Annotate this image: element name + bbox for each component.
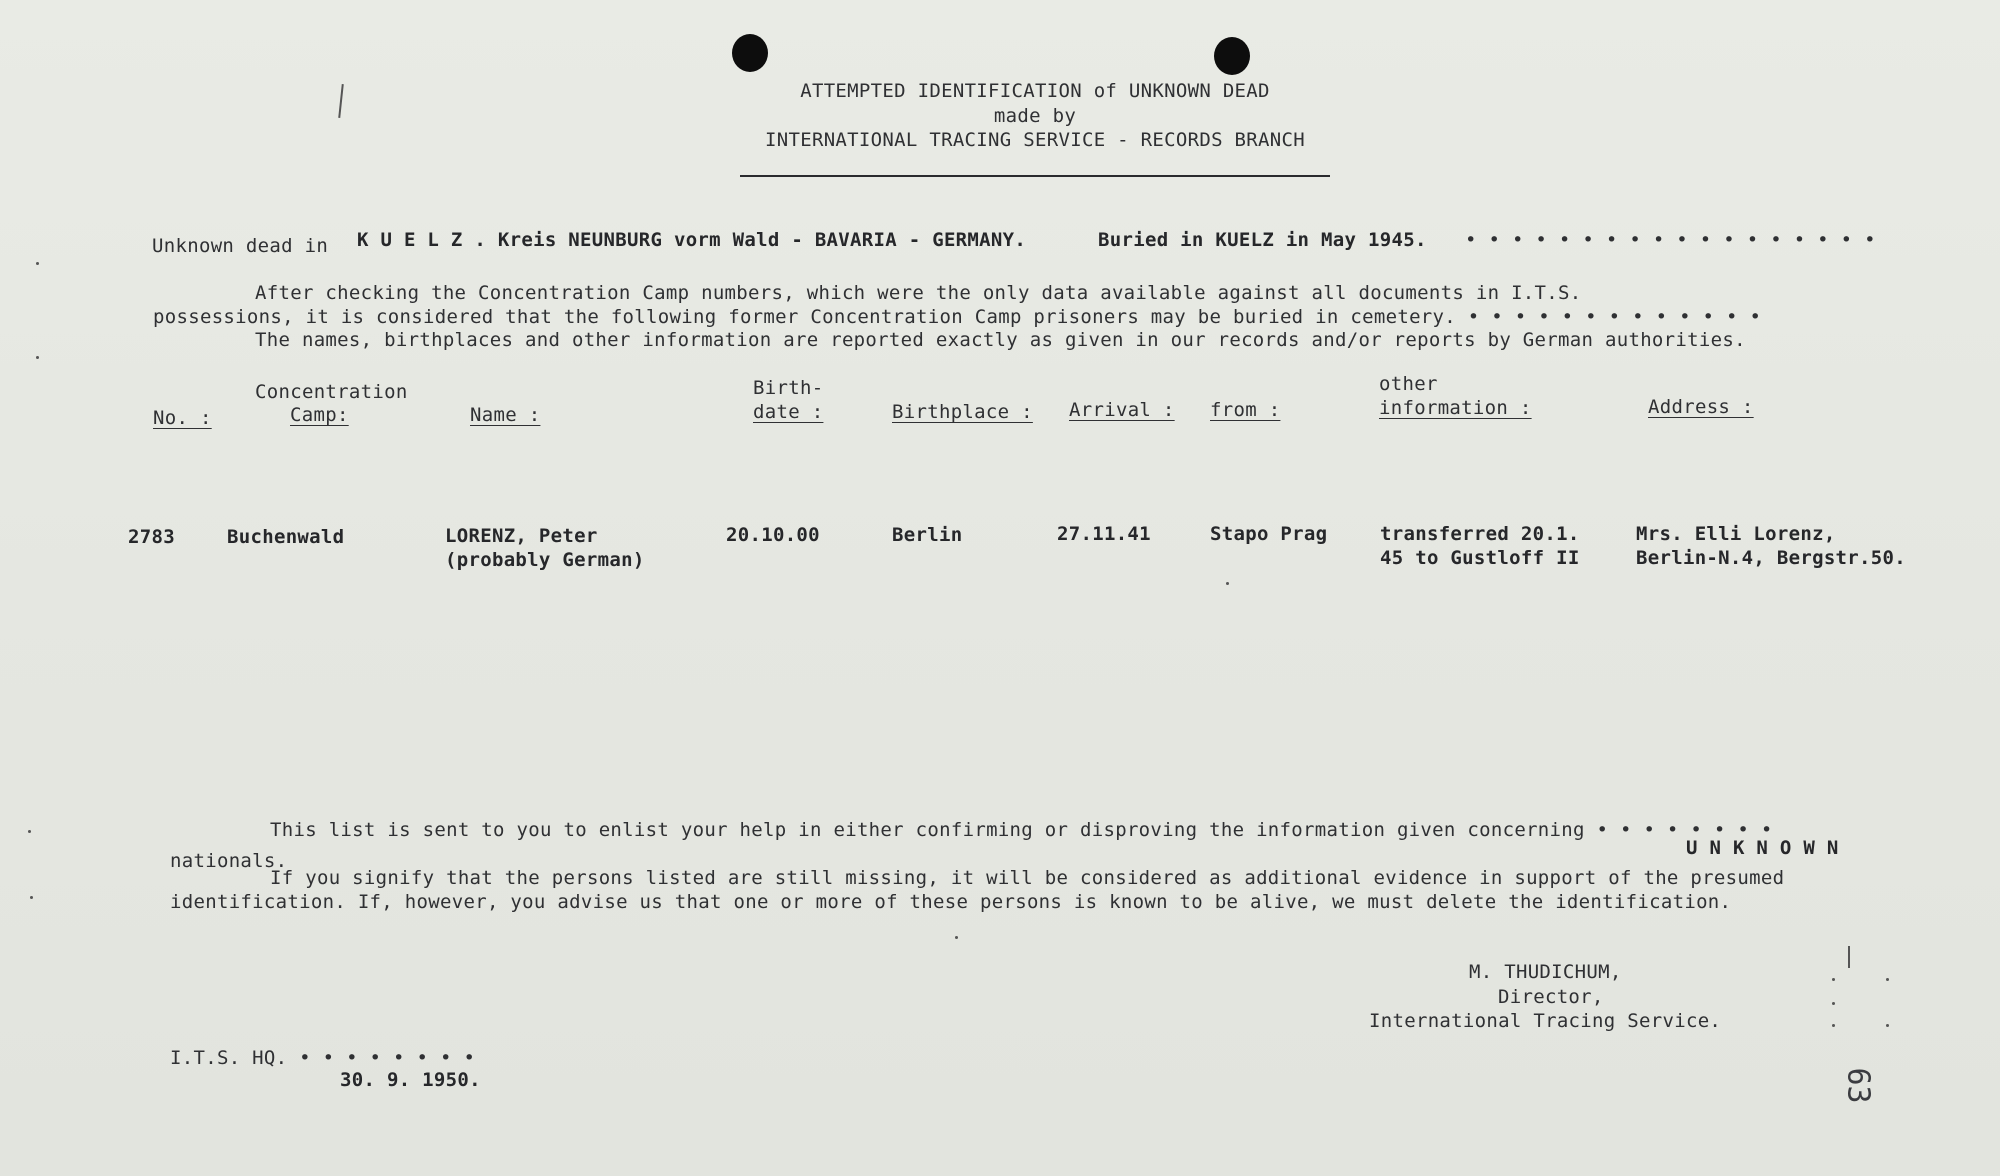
col-header-birth-top: Birth- xyxy=(753,377,824,399)
footer-hq: I.T.S. HQ. • • • • • • • • xyxy=(170,1047,476,1069)
header-rule xyxy=(740,175,1330,177)
closing-line-3: If you signify that the persons listed are still missing, it will be considered as additional evidence in support of the presumed xyxy=(270,867,1785,889)
location-prefix: Unknown dead in xyxy=(152,235,329,257)
row-address-cont: Berlin-N.4, Bergstr.50. xyxy=(1636,547,1906,569)
row-other-info-cont: 45 to Gustloff II xyxy=(1380,547,1580,569)
col-header-birthplace: Birthplace : xyxy=(892,401,1033,423)
edge-mark xyxy=(1832,978,1835,981)
margin-mark xyxy=(955,936,958,939)
row-other-info: transferred 20.1. xyxy=(1380,523,1580,545)
col-header-birth-bottom: date : xyxy=(753,401,824,423)
margin-mark xyxy=(36,356,39,359)
col-header-camp-top: Concentration xyxy=(255,381,408,403)
closing-nationality: U N K N O W N xyxy=(1686,837,1839,859)
header-organization: INTERNATIONAL TRACING SERVICE - RECORDS BRANCH xyxy=(765,129,1305,151)
col-header-arrival: Arrival : xyxy=(1069,399,1175,421)
edge-mark xyxy=(1832,1024,1835,1027)
margin-mark xyxy=(1226,582,1229,585)
row-birthdate: 20.10.00 xyxy=(726,524,820,546)
row-address: Mrs. Elli Lorenz, xyxy=(1636,523,1836,545)
col-header-name: Name : xyxy=(470,404,541,426)
edge-mark xyxy=(1886,1024,1889,1027)
row-from: Stapo Prag xyxy=(1210,523,1328,545)
signature-title: Director, xyxy=(1498,986,1604,1008)
signature-org: International Tracing Service. xyxy=(1369,1010,1722,1032)
col-header-no: No. : xyxy=(153,407,212,429)
col-header-from: from : xyxy=(1210,399,1281,421)
row-name-note: (probably German) xyxy=(445,549,645,571)
row-name: LORENZ, Peter xyxy=(445,525,598,547)
pencil-mark xyxy=(338,84,344,118)
signature-name: M. THUDICHUM, xyxy=(1469,961,1622,983)
row-arrival: 27.11.41 xyxy=(1057,523,1151,545)
closing-line-4: identification. If, however, you advise us that one or more of these persons is known to be alive, we must delete the identification. xyxy=(170,891,1732,913)
row-camp: Buchenwald xyxy=(227,526,345,548)
location-place: K U E L Z . Kreis NEUNBURG vorm Wald - BAVARIA - GERMANY. xyxy=(357,229,1027,251)
edge-mark xyxy=(1886,978,1889,981)
page-number: 63 xyxy=(1840,1067,1876,1104)
row-no: 2783 xyxy=(128,526,175,548)
intro-line-1: After checking the Concentration Camp numbers, which were the only data available against all documents in I.T.S. xyxy=(255,282,1582,304)
punch-hole-left xyxy=(732,34,768,72)
header-title: ATTEMPTED IDENTIFICATION of UNKNOWN DEAD xyxy=(800,80,1270,102)
punch-hole-right xyxy=(1214,37,1250,75)
margin-mark xyxy=(28,830,31,833)
col-header-other-bottom: information : xyxy=(1379,397,1532,419)
header-made-by: made by xyxy=(993,105,1077,127)
intro-line-2: possessions, it is considered that the following former Concentration Camp prisoners may be buried in cemetery. • • • • • • • • • • • • • xyxy=(153,306,1762,328)
location-dots: • • • • • • • • • • • • • • • • • • xyxy=(1465,229,1876,251)
col-header-address: Address : xyxy=(1648,396,1754,418)
row-birthplace: Berlin xyxy=(892,524,963,546)
intro-line-3: The names, birthplaces and other information are reported exactly as given in our records and/or reports by German authorities. xyxy=(255,329,1746,351)
edge-mark xyxy=(1832,1002,1835,1005)
closing-line-1: This list is sent to you to enlist your help in either confirming or disproving the information given concerning • • • • • • • • xyxy=(270,819,1773,841)
col-header-camp-bottom: Camp: xyxy=(290,404,349,426)
margin-mark xyxy=(30,896,33,899)
margin-mark xyxy=(36,262,39,265)
col-header-other-top: other xyxy=(1379,373,1438,395)
location-burial: Buried in KUELZ in May 1945. xyxy=(1098,229,1427,251)
closing-line-2: nationals. xyxy=(170,850,288,872)
edge-mark xyxy=(1848,946,1850,968)
footer-date: 30. 9. 1950. xyxy=(340,1069,481,1091)
